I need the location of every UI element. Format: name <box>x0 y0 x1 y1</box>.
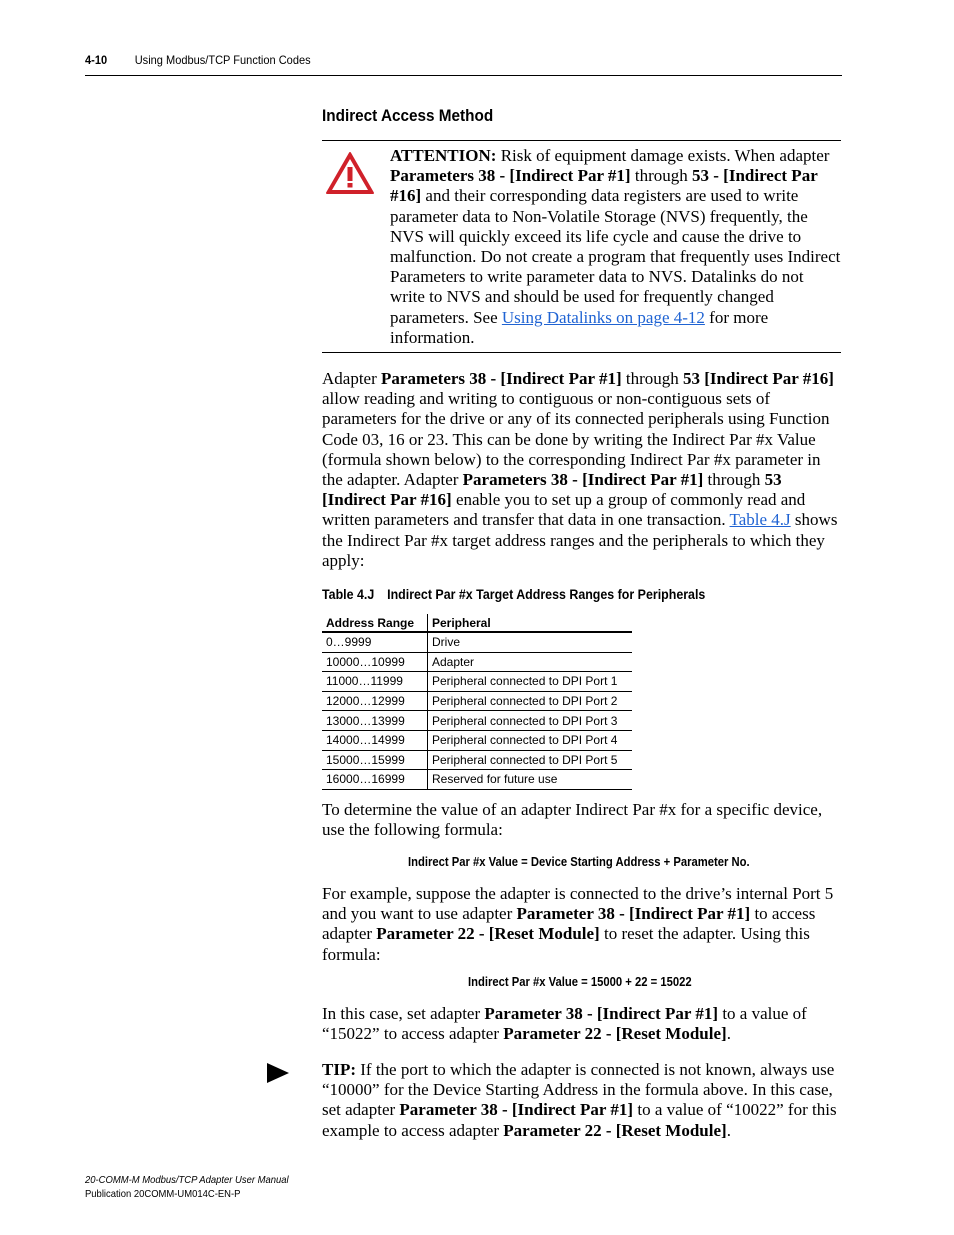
p1-b3: Parameters 38 - [Indirect Par #1] <box>462 470 704 490</box>
p4-t3: . <box>726 1024 731 1044</box>
p1-t2: through <box>621 369 684 388</box>
footer-publication: Publication 20COMM-UM014C-EN-P <box>85 1188 241 1200</box>
tip-arrow-icon <box>266 1062 290 1084</box>
attention-t3: and their corresponding data registers are used to write parameter data to Non-Volatile Storage (NVS) frequently, the NVS will quickly exceed its life cycle and cause the drive to malfunction. Do not create a program that frequently uses Indirect Parameters to write parameter data to NVS. Datalinks do not write to NVS and should be used for frequently changed parameters. See <box>390 186 841 327</box>
tip-text <box>322 1060 842 1141</box>
table-row <box>322 632 632 652</box>
p1-t1: Adapter <box>322 369 382 388</box>
p4-t1: In this case, set adapter <box>322 1004 485 1023</box>
header-rule <box>85 75 842 76</box>
table-row <box>322 750 632 770</box>
address-range-cell: 15000…15999 <box>322 750 428 770</box>
address-range-cell: 10000…10999 <box>322 652 428 672</box>
footer-manual-title: 20-COMM-M Modbus/TCP Adapter User Manual <box>85 1174 289 1186</box>
attention-b2: 53 - [Indirect Par #16] <box>390 166 818 206</box>
table-caption-number: Table 4.J <box>322 587 375 602</box>
intro-paragraph <box>322 369 842 571</box>
table-row <box>322 730 632 750</box>
warning-triangle-icon <box>325 151 375 195</box>
table-4j-link[interactable]: Table 4.J <box>729 510 791 530</box>
section-title: Indirect Access Method <box>322 106 494 125</box>
page-header <box>85 53 311 67</box>
peripheral-cell: Peripheral connected to DPI Port 3 <box>428 711 633 731</box>
table-caption-title: Indirect Par #x Target Address Ranges for Peripherals <box>387 587 706 602</box>
peripheral-cell: Drive <box>428 632 633 652</box>
attention-t4: for more information. <box>390 307 769 347</box>
attention-bottom-rule <box>322 352 841 353</box>
tip-b2: Parameter 22 - [Reset Module] <box>503 1120 727 1140</box>
p3-t3: to reset the adapter. Using this formula: <box>322 924 810 964</box>
p3-b1: Parameter 38 - [Indirect Par #1] <box>516 904 751 924</box>
tip-b1: Parameter 38 - [Indirect Par #1] <box>399 1100 634 1120</box>
attention-b1: Parameters 38 - [Indirect Par #1] <box>390 166 631 186</box>
header-peripheral: Peripheral <box>428 614 633 632</box>
address-range-cell: 14000…14999 <box>322 730 428 750</box>
p1-t4: through <box>703 470 765 490</box>
chapter-title: Using Modbus/TCP Function Codes <box>134 53 311 67</box>
address-range-cell: 11000…11999 <box>322 672 428 692</box>
attention-label: ATTENTION: <box>390 146 497 165</box>
p1-t6: shows the Indirect Par #x target address ranges and the peripherals to which they apply: <box>322 510 838 570</box>
datalinks-link[interactable]: Using Datalinks on page 4-12 <box>501 307 705 327</box>
attention-text <box>390 146 842 348</box>
address-range-cell: 13000…13999 <box>322 711 428 731</box>
p4-b1: Parameter 38 - [Indirect Par #1] <box>484 1004 719 1023</box>
p1-t5: enable you to set up a group of commonly read and written parameters and transfer that data in one transaction. <box>322 490 806 530</box>
attention-t2: through <box>630 166 692 186</box>
table-row <box>322 652 632 672</box>
table-row <box>322 770 632 790</box>
peripheral-cell: Reserved for future use <box>428 770 633 790</box>
p4-t2: to a value of “15022” to access adapter <box>322 1004 807 1044</box>
tip-t3: . <box>726 1120 731 1140</box>
tip-t1: If the port to which the adapter is connected is not known, always use “10000” for the Device Starting Address in the formula above. In this case, set adapter <box>322 1060 835 1120</box>
p1-t3: allow reading and writing to contiguous or non-contiguous sets of parameters for the drive or any of its connected peripherals using Function Code 03, 16 or 23. This can be done by writing the Indirect Par #x Value (formula shown below) to the corresponding Indirect Par #x parameter in the adapter. Adapter <box>322 389 830 490</box>
address-range-cell: 12000…12999 <box>322 691 428 711</box>
table-row <box>322 672 632 692</box>
p1-b1: Parameters 38 - [Indirect Par #1] <box>381 369 622 388</box>
peripheral-cell: Adapter <box>428 652 633 672</box>
p1-b2: 53 [Indirect Par #16] <box>683 369 834 388</box>
formula-intro-paragraph: To determine the value of an adapter Indirect Par #x for a specific device, use the following formula: <box>322 800 823 840</box>
tip-label: TIP: <box>322 1060 356 1079</box>
p3-b2: Parameter 22 - [Reset Module] <box>376 924 600 944</box>
address-range-table <box>322 614 632 790</box>
p4-b2: Parameter 22 - [Reset Module] <box>503 1024 727 1044</box>
peripheral-cell: Peripheral connected to DPI Port 4 <box>428 730 633 750</box>
header-address-range: Address Range <box>322 614 428 632</box>
attention-t1: Risk of equipment damage exists. When adapter <box>496 146 830 165</box>
peripheral-cell: Peripheral connected to DPI Port 1 <box>428 672 633 692</box>
table-header-row <box>322 614 632 632</box>
address-range-cell: 16000…16999 <box>322 770 428 790</box>
p3-t2: to access adapter <box>322 904 816 944</box>
page-number: 4-10 <box>85 53 108 67</box>
formula-general: Indirect Par #x Value = Device Starting Address + Parameter No. <box>408 855 750 869</box>
tip-t2: to a value of “10022” for this example to access adapter <box>322 1100 837 1140</box>
address-range-cell: 0…9999 <box>322 632 428 652</box>
peripheral-cell: Peripheral connected to DPI Port 2 <box>428 691 633 711</box>
formula-example: Indirect Par #x Value = 15000 + 22 = 15022 <box>468 975 692 989</box>
result-paragraph <box>322 1004 842 1044</box>
table-row <box>322 711 632 731</box>
table-caption <box>322 587 705 602</box>
p1-b4: 53 [Indirect Par #16] <box>322 470 782 510</box>
attention-top-rule <box>322 140 841 141</box>
p3-t1: For example, suppose the adapter is connected to the drive’s internal Port 5 and you want to use adapter <box>322 884 834 924</box>
peripheral-cell: Peripheral connected to DPI Port 5 <box>428 750 633 770</box>
example-paragraph <box>322 884 842 965</box>
table-row <box>322 691 632 711</box>
